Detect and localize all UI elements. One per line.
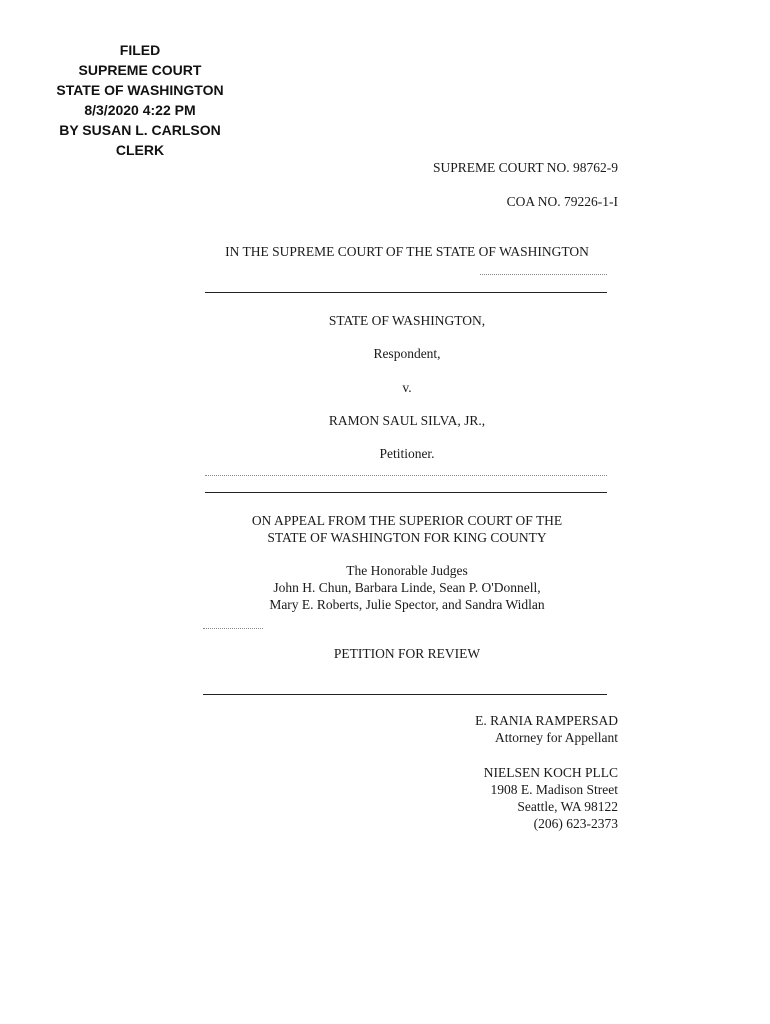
faint-dotted-rule — [203, 628, 263, 629]
stamp-state: STATE OF WASHINGTON — [56, 82, 224, 98]
firm-name: NIELSEN KOCH PLLC — [483, 765, 618, 780]
supreme-court-number: SUPREME COURT NO. 98762-9 — [433, 160, 618, 175]
judges-heading: The Honorable Judges — [346, 563, 468, 578]
divider-rule — [205, 292, 607, 293]
judges-line: John H. Chun, Barbara Linde, Sean P. O'Donnell, — [273, 580, 541, 595]
coa-number: COA NO. 79226-1-I — [506, 194, 618, 209]
defendant-name: RAMON SAUL SILVA, JR., — [328, 413, 486, 428]
judges-block — [205, 562, 609, 613]
attorney-role: Attorney for Appellant — [495, 730, 618, 745]
court-title: IN THE SUPREME COURT OF THE STATE OF WASHINGTON — [225, 244, 589, 259]
judges-line: Mary E. Roberts, Julie Spector, and Sandra Widlan — [269, 597, 545, 612]
document-title: PETITION FOR REVIEW — [333, 646, 481, 661]
appeal-caption — [205, 512, 609, 546]
stamp-filed: FILED — [119, 42, 161, 58]
versus: v. — [402, 380, 412, 395]
faint-dotted-rule — [205, 475, 607, 476]
attorney-name: E. RANIA RAMPERSAD — [475, 713, 618, 728]
appeal-line: ON APPEAL FROM THE SUPERIOR COURT OF THE — [251, 513, 563, 528]
firm-address-block — [484, 764, 618, 832]
stamp-court: SUPREME COURT — [78, 62, 202, 78]
faint-dotted-rule — [480, 274, 607, 275]
attorney-block — [475, 712, 618, 746]
plaintiff-name: STATE OF WASHINGTON, — [328, 313, 486, 328]
divider-rule — [205, 492, 607, 493]
appeal-line: STATE OF WASHINGTON FOR KING COUNTY — [267, 530, 547, 545]
divider-rule — [203, 694, 607, 695]
stamp-clerk-name: BY SUSAN L. CARLSON — [59, 122, 221, 138]
filing-stamp — [40, 40, 240, 160]
firm-street: 1908 E. Madison Street — [490, 782, 618, 797]
firm-phone: (206) 623-2373 — [533, 816, 618, 831]
plaintiff-role: Respondent, — [373, 346, 441, 361]
defendant-role: Petitioner. — [379, 446, 435, 461]
firm-city: Seattle, WA 98122 — [517, 799, 618, 814]
stamp-clerk-title: CLERK — [115, 142, 165, 158]
stamp-datetime: 8/3/2020 4:22 PM — [84, 102, 196, 118]
